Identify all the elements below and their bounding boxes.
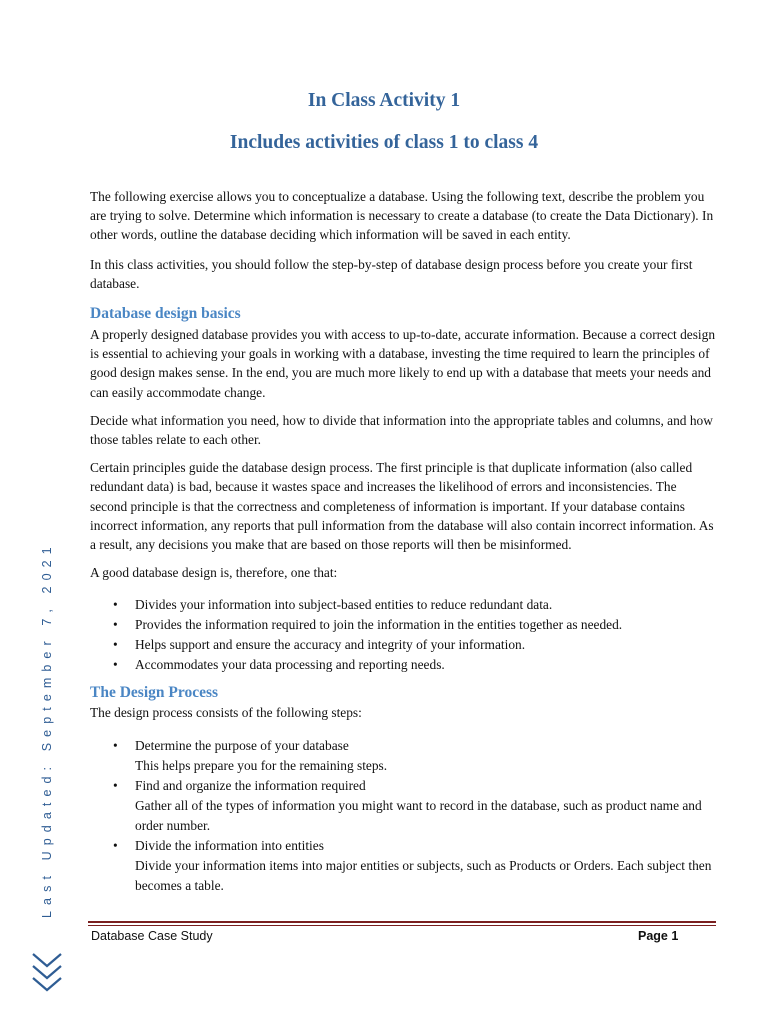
footer-document-title: Database Case Study (91, 929, 213, 943)
basics-paragraph: A good database design is, therefore, one that: (90, 565, 338, 581)
process-steps-list (90, 736, 716, 896)
footer-divider (88, 921, 716, 923)
step-detail: This helps prepare you for the remaining steps. (135, 757, 388, 773)
list-item (135, 836, 716, 896)
design-criteria-list (90, 595, 716, 675)
list-item (135, 776, 716, 836)
list-item: • Divides your information into subject-based entities to reduce redundant data. (135, 595, 716, 615)
last-updated-text: Last Updated: September 7, 2021 (40, 541, 54, 918)
section-heading-basics: Database design basics (90, 305, 241, 323)
step-detail: Divide your information items into major entities or subjects, such as Products or Orders. Each subject then becomes a table. (135, 857, 712, 893)
list-item (135, 736, 716, 776)
basics-paragraph: Decide what information you need, how to divide that information into the appropriate tables and columns, and how those tables relate to each other. (90, 412, 713, 448)
last-updated-sidebar (28, 541, 54, 918)
basics-paragraph: Certain principles guide the database design process. The first principle is that duplicate information (also called redundant data) is bad, because it wastes space and increases the likelihood of errors and inconsistencies. The second principle is that the correctness and completeness of information is important. If your database contains incorrect information, any reports that pull information from the database will also contain incorrect information. As a result, any decisions you make that are based on those reports will then be misinformed. (90, 460, 714, 553)
page-title: In Class Activity 1 (307, 90, 461, 111)
step-detail: Gather all of the types of information you might want to record in the database, such as product name and order number. (135, 797, 702, 833)
list-item: • Provides the information required to join the information in the entities together as needed. (135, 615, 716, 635)
page-number: Page 1 (638, 929, 679, 943)
step-title: • Find and organize the information required (135, 777, 366, 793)
intro-paragraph: In this class activities, you should follow the step-by-step of database design process before you create your first database. (90, 256, 693, 291)
page-subtitle: Includes activities of class 1 to class 4 (229, 132, 539, 153)
list-item: • Helps support and ensure the accuracy and integrity of your information. (135, 635, 716, 655)
list-item: • Accommodates your data processing and reporting needs. (135, 655, 716, 675)
document-body (90, 187, 716, 902)
footer-divider (88, 925, 716, 926)
basics-paragraph: A properly designed database provides you with access to up-to-date, accurate information. Because a correct design is essential to achieving your goals in working with a database, investing the time required to learn the principles of good design makes sense. In the end, you are much more likely to end up with a database that meets your needs and can easily accommodate change. (90, 327, 716, 400)
intro-paragraph: The following exercise allows you to conceptualize a database. Using the following text, describe the problem you are trying to solve. Determine which information is necessary to create a database (to create the Data Dictionary). In other words, outline the database deciding which information will be saved in each entity. (90, 189, 714, 243)
step-title: • Determine the purpose of your database (135, 737, 349, 753)
process-intro: The design process consists of the following steps: (90, 705, 362, 721)
section-heading-process: The Design Process (90, 684, 219, 702)
step-title: • Divide the information into entities (135, 837, 324, 853)
chevron-down-icon (30, 948, 64, 1000)
